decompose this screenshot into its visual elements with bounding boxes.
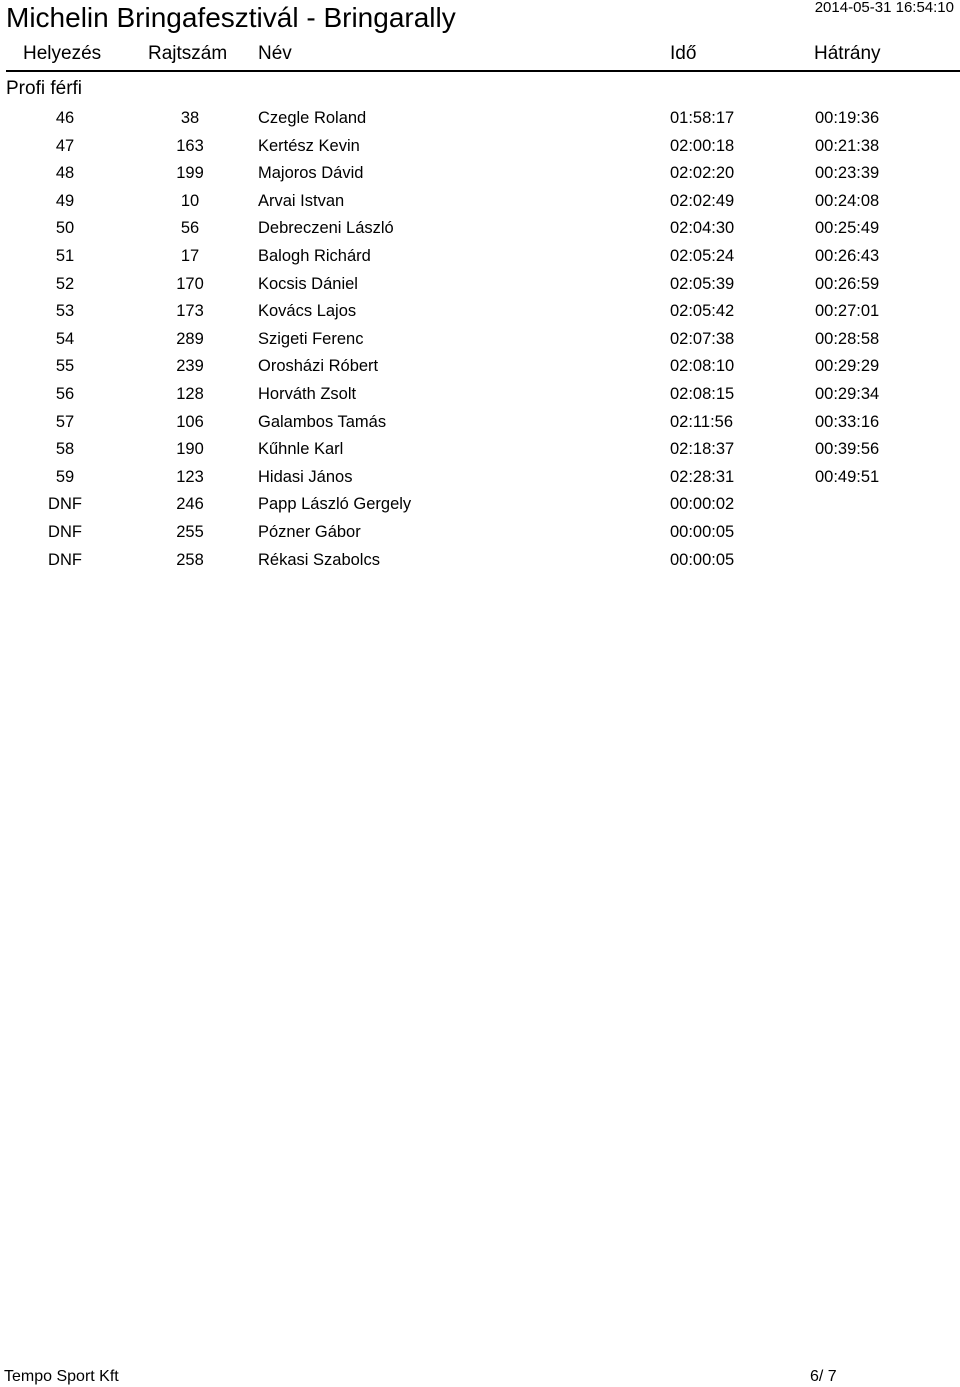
row-time: 02:11:56 xyxy=(670,412,734,431)
row-gap: 00:24:08 xyxy=(815,191,880,210)
row-place: 50 xyxy=(55,219,75,238)
row-gap: 00:25:49 xyxy=(815,219,880,238)
row-name: Hidasi János xyxy=(258,467,353,486)
row-name: Horváth Zsolt xyxy=(258,384,357,403)
row-time: 02:00:18 xyxy=(670,136,735,155)
table-row xyxy=(0,215,960,243)
category-heading: Profi férfi xyxy=(6,78,83,99)
footer-company: Tempo Sport Kft xyxy=(4,1368,119,1385)
row-place: DNF xyxy=(48,495,82,514)
row-gap: 00:27:01 xyxy=(815,302,880,321)
header-divider xyxy=(6,70,960,72)
row-time: 02:02:20 xyxy=(670,164,735,183)
row-gap: 00:33:16 xyxy=(815,412,880,431)
row-name: Papp László Gergely xyxy=(258,495,412,514)
table-row xyxy=(0,491,960,519)
table-row xyxy=(0,409,960,437)
row-place: 57 xyxy=(55,412,75,431)
row-gap: 00:21:38 xyxy=(815,136,880,155)
row-name: Debreczeni László xyxy=(258,219,394,238)
row-bib: 17 xyxy=(180,246,200,265)
row-gap: 00:39:56 xyxy=(815,440,880,459)
table-row xyxy=(0,271,960,299)
row-name: Balogh Richárd xyxy=(258,246,371,265)
row-place: 51 xyxy=(55,246,75,265)
row-name: Szigeti Ferenc xyxy=(258,329,364,348)
row-gap: 00:29:34 xyxy=(815,384,880,403)
row-gap: 00:26:59 xyxy=(815,274,880,293)
row-time: 02:08:15 xyxy=(670,384,735,403)
row-bib: 199 xyxy=(176,164,204,183)
row-name: Kertész Kevin xyxy=(258,136,360,155)
footer-page-number: 6/ 7 xyxy=(810,1368,837,1385)
table-row xyxy=(0,326,960,354)
table-row xyxy=(0,547,960,575)
table-row xyxy=(0,353,960,381)
row-place: 46 xyxy=(55,109,75,127)
row-bib: 173 xyxy=(176,302,204,321)
row-bib: 56 xyxy=(180,219,200,238)
column-header-time: Idő xyxy=(670,43,697,64)
row-place: 47 xyxy=(55,136,75,155)
row-name: Pózner Gábor xyxy=(258,522,361,541)
row-time: 01:58:17 xyxy=(670,109,735,127)
table-row xyxy=(0,188,960,216)
page-title: Michelin Bringafesztivál - Bringarally xyxy=(6,2,456,33)
table-row xyxy=(0,160,960,188)
row-bib: 289 xyxy=(176,329,204,348)
row-bib: 163 xyxy=(176,136,204,155)
row-bib: 123 xyxy=(176,467,204,486)
row-place: 54 xyxy=(55,329,75,348)
row-name: Orosházi Róbert xyxy=(258,357,379,376)
row-place: DNF xyxy=(48,522,82,541)
row-gap: 00:29:29 xyxy=(815,357,880,376)
row-bib: 128 xyxy=(176,384,204,403)
table-row xyxy=(0,133,960,161)
row-time: 00:00:05 xyxy=(670,522,735,541)
row-time: 02:28:31 xyxy=(670,467,735,486)
row-place: 55 xyxy=(55,357,75,376)
row-time: 00:00:02 xyxy=(670,495,735,514)
row-bib: 190 xyxy=(176,440,204,459)
row-bib: 170 xyxy=(176,274,204,293)
row-name: Kűhnle Karl xyxy=(258,440,344,459)
row-time: 02:05:42 xyxy=(670,302,735,321)
row-place: 53 xyxy=(55,302,75,321)
row-place: 56 xyxy=(55,384,75,403)
row-name: Majoros Dávid xyxy=(258,164,364,183)
row-gap: 00:26:43 xyxy=(815,246,880,265)
column-header-name: Név xyxy=(258,43,292,64)
table-row xyxy=(0,105,960,133)
row-time: 00:00:05 xyxy=(670,550,735,569)
column-header-gap: Hátrány xyxy=(814,43,881,64)
row-time: 02:05:24 xyxy=(670,246,735,265)
row-time: 02:08:10 xyxy=(670,357,735,376)
row-name: Rékasi Szabolcs xyxy=(258,550,380,569)
table-row xyxy=(0,381,960,409)
results-table xyxy=(0,105,960,574)
row-bib: 246 xyxy=(176,495,204,514)
row-gap: 00:49:51 xyxy=(815,467,880,486)
row-place: 59 xyxy=(55,467,75,486)
row-place: 52 xyxy=(55,274,75,293)
row-bib: 255 xyxy=(176,522,204,541)
row-bib: 10 xyxy=(180,191,200,210)
row-bib: 106 xyxy=(176,412,204,431)
row-time: 02:04:30 xyxy=(670,219,735,238)
row-bib: 239 xyxy=(176,357,204,376)
table-row xyxy=(0,436,960,464)
row-name: Kovács Lajos xyxy=(258,302,357,321)
row-name: Czegle Roland xyxy=(258,109,367,127)
row-place: 49 xyxy=(55,191,75,210)
row-time: 02:02:49 xyxy=(670,191,735,210)
table-row xyxy=(0,298,960,326)
row-bib: 258 xyxy=(176,550,204,569)
row-name: Kocsis Dániel xyxy=(258,274,358,293)
table-row xyxy=(0,464,960,492)
row-gap: 00:23:39 xyxy=(815,164,880,183)
row-place: 48 xyxy=(55,164,75,183)
table-row xyxy=(0,243,960,271)
row-time: 02:05:39 xyxy=(670,274,735,293)
row-time: 02:07:38 xyxy=(670,329,735,348)
row-time: 02:18:37 xyxy=(670,440,735,459)
row-gap: 00:28:58 xyxy=(815,329,880,348)
row-name: Galambos Tamás xyxy=(258,412,387,431)
row-bib: 38 xyxy=(180,109,200,127)
column-header-bib: Rajtszám xyxy=(148,43,228,64)
table-row xyxy=(0,519,960,547)
row-name: Arvai Istvan xyxy=(258,191,345,210)
row-gap: 00:19:36 xyxy=(815,109,880,127)
column-header-place: Helyezés xyxy=(23,43,102,64)
row-place: DNF xyxy=(48,550,82,569)
row-place: 58 xyxy=(55,440,75,459)
print-timestamp: 2014-05-31 16:54:10 xyxy=(814,0,954,16)
